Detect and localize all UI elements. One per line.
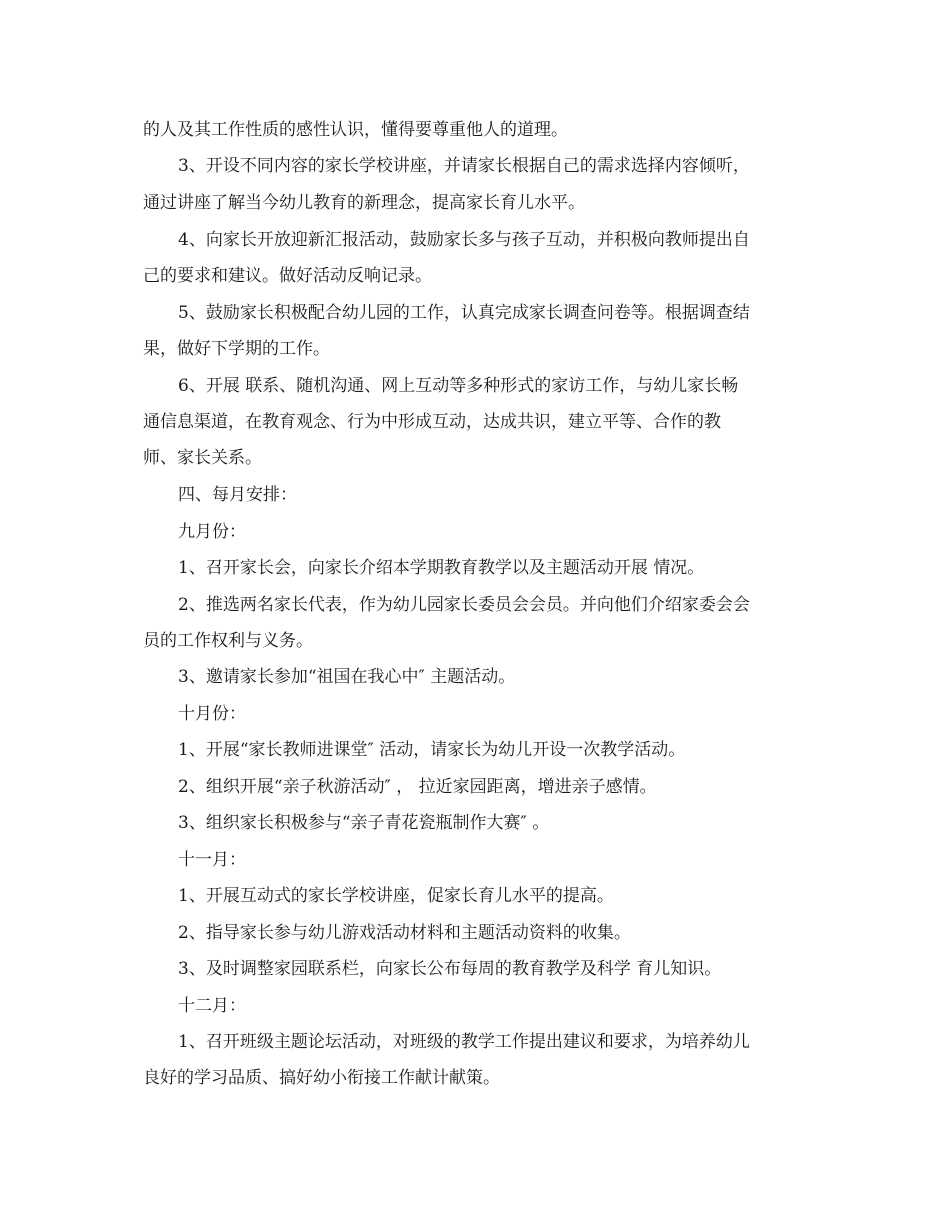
text-line: 通信息渠道，在教育观念、行为中形成互动，达成共识，建立平等、合作的教 [143,412,721,432]
month-heading: 九月份： [178,522,246,542]
text-line: 果，做好下学期的工作。 [143,339,330,359]
month-heading: 十二月： [178,996,246,1016]
text-line: 1、开展“家长教师进课堂″ 活动，请家长为幼儿开设一次教学活动。 [178,740,686,760]
text-line: 3、及时调整家园联系栏，向家长公布每周的教育教学及科学 育儿知识。 [178,959,722,979]
text-line: 3、邀请家长参加“祖国在我心中″ 主题活动。 [178,667,516,687]
text-line: 2、组织开展“亲子秋游活动″ ， 拉近家园距离，增进亲子感情。 [178,777,657,797]
text-line: 3、组织家长积极参与“亲子青花瓷瓶制作大赛″ 。 [178,813,550,833]
text-line: 6、开展 联系、随机沟通、网上互动等多种形式的家访工作，与幼儿家长畅 [178,376,739,396]
text-line: 师、家长关系。 [143,448,262,468]
month-heading: 十一月： [178,850,246,870]
text-line: 2、指导家长参与幼儿游戏活动材料和主题活动资料的收集。 [178,923,631,943]
text-line: 5、鼓励家长积极配合幼儿园的工作，认真完成家长调查问卷等。根据调查结 [178,303,750,323]
text-line: 的人及其工作性质的感性认识，懂得要尊重他人的道理。 [143,120,568,140]
text-line: 己的要求和建议。做好活动反响记录。 [143,266,432,286]
section-heading: 四、每月安排： [178,485,297,505]
text-line: 1、召开班级主题论坛活动，对班级的教学工作提出建议和要求，为培养幼儿 [178,1032,750,1052]
text-line: 4、向家长开放迎新汇报活动，鼓励家长多与孩子互动，并积极向教师提出自 [178,230,750,250]
text-line: 2、推选两名家长代表，作为幼儿园家长委员会会员。并向他们介绍家委会会 [178,595,750,615]
text-line: 良好的学习品质、搞好幼小衔接工作献计献策。 [143,1068,500,1088]
text-line: 通过讲座了解当今幼儿教育的新理念，提高家长育儿水平。 [143,193,585,213]
text-line: 3、开设不同内容的家长学校讲座，并请家长根据自己的需求选择内容倾听， [178,156,750,176]
text-line: 1、召开家长会，向家长介绍本学期教育教学以及主题活动开展 情况。 [178,558,705,578]
month-heading: 十月份： [178,704,246,724]
text-line: 1、开展互动式的家长学校讲座，促家长育儿水平的提高。 [178,886,614,906]
text-line: 员的工作权利与义务。 [143,631,313,651]
